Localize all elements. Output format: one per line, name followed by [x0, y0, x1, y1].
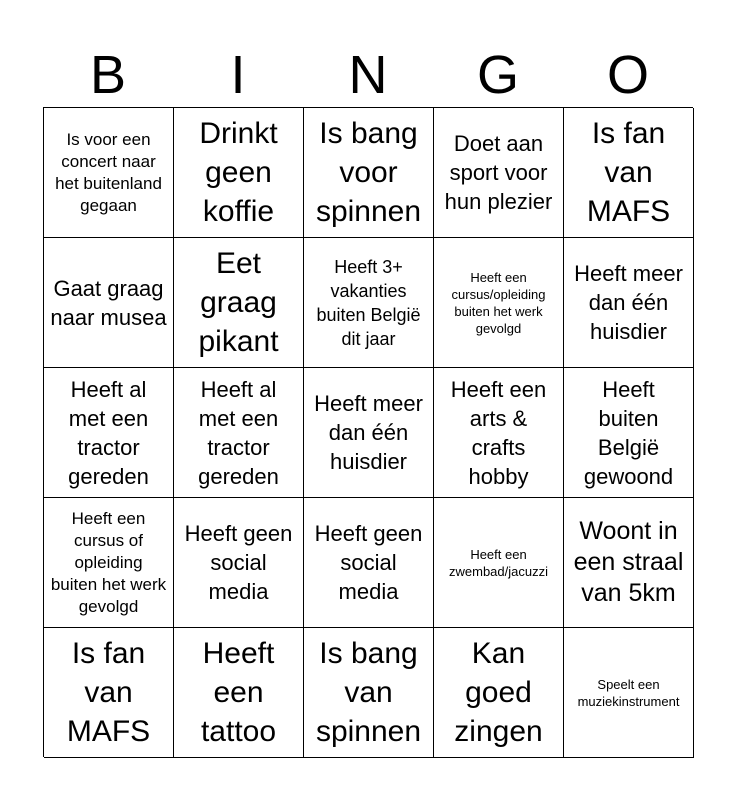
bingo-cell-r4c2[interactable] — [174, 498, 304, 628]
cell-text: Doet aan sport voor hun plezier — [444, 131, 553, 214]
cell-text: Heeft meer dan één huisdier — [314, 391, 423, 474]
cell-text: Heeft geen social media — [184, 521, 293, 604]
bingo-cell-r1c3[interactable] — [304, 108, 434, 238]
cell-text: Heeft een cursus of opleiding buiten het werk gevolgd — [50, 508, 167, 616]
cell-text: Is voor een concert naar het buitenland gegaan — [55, 129, 162, 215]
bingo-cell-r1c5[interactable] — [564, 108, 694, 238]
header-letter-g: G — [476, 45, 519, 105]
bingo-cell-r2c4[interactable] — [434, 238, 564, 368]
cell-text: Is fan van MAFS — [586, 117, 671, 228]
bingo-cell-r1c4[interactable] — [434, 108, 564, 238]
header-letter-o: O — [606, 45, 649, 105]
bingo-cell-r2c5[interactable] — [564, 238, 694, 368]
cell-text: Heeft een tattoo — [200, 637, 277, 748]
cell-text: Heeft al met een tractor gereden — [68, 376, 149, 489]
header-letter-b: B — [89, 45, 127, 105]
bingo-cell-r4c3[interactable] — [304, 498, 434, 628]
cell-text: Heeft een cursus/opleiding buiten het werk gevolgd — [451, 269, 546, 336]
bingo-cell-r5c3[interactable] — [304, 628, 434, 758]
cell-text: Gaat graag naar musea — [50, 275, 167, 330]
cell-text: Heeft meer dan één huisdier — [574, 261, 683, 344]
cell-text: Heeft buiten België gewoond — [583, 376, 674, 489]
bingo-cell-r4c1[interactable] — [44, 498, 174, 628]
header-letter-i: I — [230, 45, 246, 105]
cell-text: Heeft een zwembad/jacuzzi — [449, 546, 548, 579]
cell-text: Is fan van MAFS — [66, 637, 151, 748]
bingo-cell-r3c4[interactable] — [434, 368, 564, 498]
bingo-cell-r3c3[interactable] — [304, 368, 434, 498]
bingo-cell-r4c4[interactable] — [434, 498, 564, 628]
bingo-cell-r5c2[interactable] — [174, 628, 304, 758]
bingo-cell-r1c1[interactable] — [44, 108, 174, 238]
bingo-header — [43, 44, 693, 106]
bingo-cell-r3c1[interactable] — [44, 368, 174, 498]
cell-text: Heeft al met een tractor gereden — [198, 376, 279, 489]
cell-text: Speelt een muziekinstrument — [577, 676, 680, 709]
cell-text: Is bang van spinnen — [315, 637, 422, 748]
bingo-cell-r5c4[interactable] — [434, 628, 564, 758]
cell-text: Eet graag pikant — [198, 247, 279, 358]
bingo-cell-r2c3[interactable] — [304, 238, 434, 368]
cell-text: Woont in een straal van 5km — [573, 517, 684, 607]
cell-text: Heeft 3+ vakanties buiten België dit jaar — [316, 256, 421, 349]
bingo-cell-r1c2[interactable] — [174, 108, 304, 238]
bingo-board — [43, 107, 693, 757]
cell-text: Kan goed zingen — [454, 637, 543, 748]
bingo-cell-r3c5[interactable] — [564, 368, 694, 498]
bingo-cell-r5c1[interactable] — [44, 628, 174, 758]
header-letter-n: N — [348, 45, 388, 105]
bingo-cell-r2c1[interactable] — [44, 238, 174, 368]
bingo-cell-r3c2[interactable] — [174, 368, 304, 498]
bingo-cell-r2c2[interactable] — [174, 238, 304, 368]
cell-text: Is bang voor spinnen — [315, 117, 422, 228]
bingo-cell-r5c5[interactable] — [564, 628, 694, 758]
cell-text: Heeft geen social media — [314, 521, 423, 604]
bingo-cell-r4c5[interactable] — [564, 498, 694, 628]
cell-text: Heeft een arts & crafts hobby — [450, 376, 547, 489]
cell-text: Drinkt geen koffie — [199, 117, 278, 228]
